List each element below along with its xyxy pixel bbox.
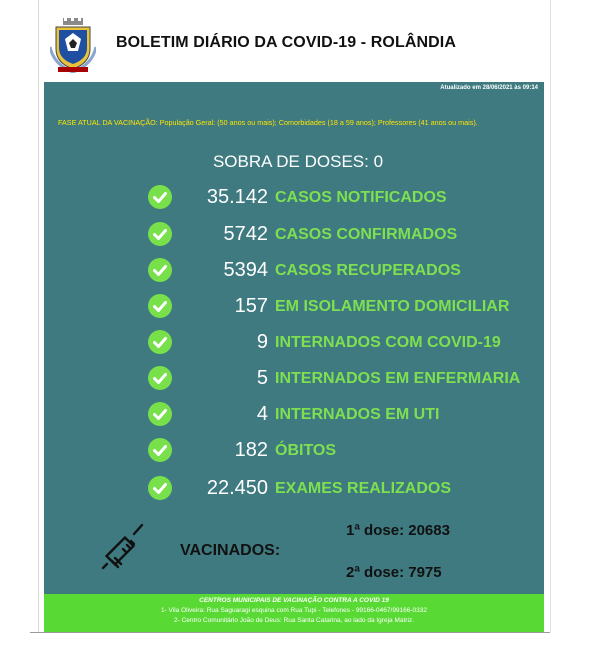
check-circle-icon [148, 294, 172, 318]
stat-row [44, 476, 544, 502]
stat-label: EM ISOLAMENTO DOMICILIAR [275, 298, 510, 315]
check-circle-icon [148, 330, 172, 354]
stat-label: CASOS RECUPERADOS [275, 262, 461, 279]
stat-row [44, 366, 544, 392]
stat-value: 22.450 [206, 477, 268, 499]
stat-row [44, 294, 544, 320]
page-border-left [38, 0, 39, 632]
stat-label: INTERNADOS EM ENFERMARIA [275, 370, 521, 387]
vaccination-phase-text: FASE ATUAL DA VACINAÇÃO: População Geral: (50 anos ou mais); Comorbidades (18 a 59 anos); Professores (41 anos ou mais). [58, 118, 478, 127]
check-circle-icon [148, 402, 172, 426]
footer-title: CENTROS MUNICIPAIS DE VACINAÇÃO CONTRA A COVID 19 [199, 597, 389, 604]
syringe-icon [100, 519, 152, 575]
stat-label: INTERNADOS EM UTI [275, 406, 440, 423]
bulletin-panel [44, 82, 544, 594]
page-border-bottom [30, 632, 550, 633]
city-crest-icon [50, 17, 96, 73]
stat-value: 157 [234, 295, 268, 317]
check-circle-icon [148, 438, 172, 462]
leftover-doses: SOBRA DE DOSES: 0 [212, 152, 384, 171]
stat-label: ÓBITOS [275, 442, 337, 459]
stat-label: CASOS NOTIFICADOS [275, 189, 447, 206]
stat-value: 35.142 [206, 186, 268, 208]
page-title: BOLETIM DIÁRIO DA COVID-19 - ROLÂNDIA [116, 34, 456, 51]
stat-value: 5394 [223, 259, 268, 281]
page-border-right [550, 0, 551, 632]
check-circle-icon [148, 185, 172, 209]
stat-value: 182 [234, 439, 268, 461]
stat-row [44, 402, 544, 428]
stat-label: EXAMES REALIZADOS [275, 480, 452, 497]
stat-label: INTERNADOS COM COVID-19 [275, 334, 501, 351]
vaccinated-label: VACINADOS: [180, 542, 281, 559]
stat-value: 5742 [223, 223, 268, 245]
stat-row [44, 222, 544, 248]
check-circle-icon [148, 258, 172, 282]
stat-label: CASOS CONFIRMADOS [275, 226, 458, 243]
vaccination-centers-footer [44, 594, 544, 632]
stat-row [44, 185, 544, 211]
stat-row [44, 258, 544, 284]
updated-timestamp: Atualizado em 28/06/2021 às 09:14 [440, 85, 538, 91]
check-circle-icon [148, 476, 172, 500]
stat-value: 9 [256, 331, 268, 353]
vaccination-center-1: 1- Vila Oliveira: Rua Saguaragi esquina com Rua Tupi - Telefones - 99166-0467/99166-0332 [160, 607, 428, 614]
first-dose-count: 1ª dose: 20683 [346, 522, 450, 539]
second-dose-count: 2ª dose: 7975 [346, 564, 442, 581]
check-circle-icon [148, 366, 172, 390]
stat-value: 5 [256, 367, 268, 389]
stat-value: 4 [256, 403, 268, 425]
stat-row [44, 330, 544, 356]
vaccination-center-2: 2- Centro Comunitário João de Deus: Rua Santa Catarina, ao lado da Igreja Matriz. [174, 617, 414, 624]
check-circle-icon [148, 222, 172, 246]
stat-row [44, 438, 544, 464]
